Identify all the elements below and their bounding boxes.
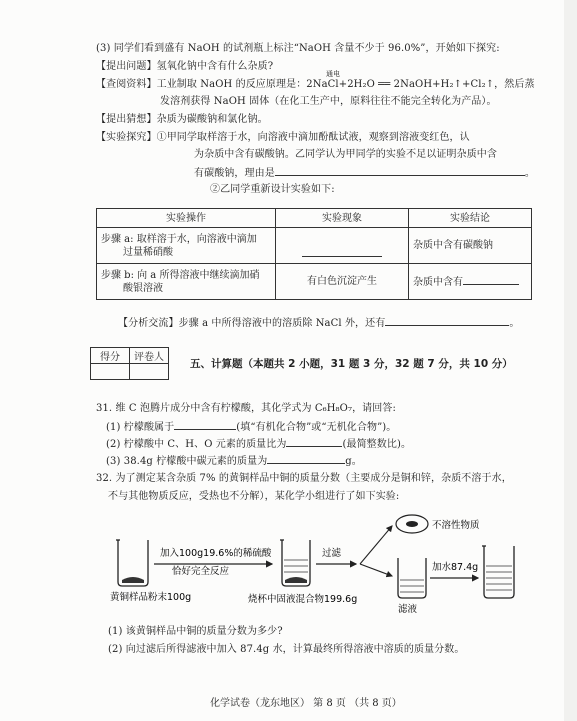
q31-p2-text: (2) 柠檬酸中 C、H、O 元素的质量比为	[106, 439, 287, 450]
analysis-end: 。	[509, 318, 520, 329]
add-acid-label: 加入100g19.6%的稀硫酸	[160, 548, 272, 559]
phenomenon-blank[interactable]	[302, 246, 382, 257]
analysis-text: 【分析交流】步骤 a 中所得溶液中的溶质除 NaCl 外，还有	[118, 318, 386, 329]
table-cell-op	[97, 264, 276, 300]
q31-stem: 31. 维 C 泡腾片成分中含有柠檬酸，其化学式为 C₆H₈O₇，请回答:	[96, 403, 396, 414]
beaker-1-icon	[116, 540, 148, 586]
q3-explore-line2: 为杂质中含有碳酸钠。乙同学认为甲同学的实验不足以证明杂质中含	[194, 149, 497, 160]
q32-stem-line2: 不与其他物质反应，受热也不分解），某化学小组进行了如下实验:	[108, 491, 400, 502]
q3-problem: 【提出问题】氢氧化钠中含有什么杂质?	[96, 61, 274, 72]
table-header: 实验现象	[276, 209, 409, 228]
insoluble-label: 不溶性物质	[432, 520, 480, 531]
q31-part3	[106, 453, 362, 468]
q31-part2	[106, 436, 411, 451]
q3-explore-reason: 有碳酸钠，理由是	[194, 168, 275, 179]
table-cell-op	[97, 228, 276, 264]
sample-label: 黄铜样品粉末100g	[110, 592, 192, 603]
table-cell-concl	[409, 264, 532, 300]
beaker-4-icon	[482, 546, 514, 598]
q3-guess: 【提出猜想】杂质为碳酸钠和氯化钠。	[96, 114, 268, 125]
beaker-2-icon	[280, 540, 310, 586]
q3-explore-line1: 【实验探究】①甲同学取样溶于水，向溶液中滴加酚酞试液，观察到溶液变红色，认	[96, 132, 470, 143]
scan-edge	[564, 0, 577, 721]
table-cell-phen	[276, 228, 409, 264]
q31-blank-1[interactable]	[174, 419, 236, 430]
add-water-label: 加水87.4g	[432, 562, 479, 573]
op-line: 过量稀硝酸	[123, 246, 173, 258]
q31-p3-text: (3) 38.4g 柠檬酸中碳元素的质量为	[106, 456, 268, 467]
q3-explore-line3	[194, 165, 535, 180]
q3-intro: (3) 同学们看到盛有 NaOH 的试剂瓶上标注“NaOH 含量不少于 96.0%”，开始如下探究:	[96, 43, 500, 54]
branch-up-arrow-icon	[360, 526, 392, 564]
q31-p3-end: g。	[345, 456, 362, 467]
experiment-table	[96, 208, 532, 300]
table-cell-concl: 杂质中含有碳酸钠	[409, 228, 532, 264]
score-label: 得分	[91, 348, 130, 364]
watch-glass-icon	[396, 515, 428, 533]
q3-explore-line4: ②乙同学重新设计实验如下:	[210, 184, 335, 195]
page-footer: 化学试卷（龙东地区） 第 8 页 （共 8 页）	[210, 698, 402, 709]
reviewer-cell[interactable]	[130, 364, 169, 380]
experiment-diagram	[110, 510, 540, 615]
q31-p1-text: (1) 柠檬酸属于	[106, 422, 175, 433]
q3-info-line2: 发溶剂获得 NaOH 固体（在化工生产中，原料往往不能完全转化为产品）。	[160, 96, 497, 107]
q31-part1	[106, 419, 396, 434]
q3-analysis	[118, 315, 519, 330]
mixture-label: 烧杯中固液混合物199.6g	[248, 594, 358, 605]
q31-blank-3[interactable]	[267, 453, 345, 464]
table-cell-phen: 有白色沉淀产生	[276, 264, 409, 300]
q32-part1: (1) 该黄铜样品中铜的质量分数为多少?	[108, 626, 283, 637]
reaction-condition: 通电	[326, 70, 341, 78]
q32-part2: (2) 向过滤后所得滤液中加入 87.4g 水，计算最终所得溶液中溶质的质量分数。	[108, 644, 465, 655]
q31-p2-end: (最简整数比)。	[342, 439, 412, 450]
beaker-3-icon	[398, 558, 426, 598]
section-5-title: 五、计算题（本题共 2 小题，31 题 3 分，32 题 7 分，共 10 分）	[190, 358, 513, 370]
reason-blank[interactable]	[275, 165, 525, 176]
table-row	[97, 228, 532, 264]
conclusion-blank[interactable]	[463, 274, 519, 285]
q31-blank-2[interactable]	[286, 436, 342, 447]
analysis-blank[interactable]	[385, 315, 509, 326]
q31-p1-end: (填“有机化合物”或“无机化合物”)。	[236, 422, 397, 433]
q3-info-text: 【查阅资料】工业制取 NaOH 的反应原理是：2NaCl+2H₂O ══ 2NaOH+H₂↑+Cl₂↑，然后蒸	[96, 79, 535, 90]
filtrate-label: 滤液	[398, 604, 418, 615]
reviewer-label: 评卷人	[130, 348, 169, 364]
table-header-row	[97, 209, 532, 228]
op-line: 步骤 b: 向 a 所得溶液中继续滴加硝	[101, 269, 260, 281]
complete-reaction-label: 恰好完全反应	[172, 566, 230, 577]
table-header: 实验操作	[97, 209, 276, 228]
concl-text: 杂质中含有	[413, 277, 463, 288]
q32-stem-line1: 32. 为了测定某含杂质 7% 的黄铜样品中铜的质量分数（主要成分是铜和锌，杂质不溶于水，	[96, 473, 512, 484]
branch-down-arrow-icon	[360, 564, 392, 576]
score-box	[90, 347, 169, 380]
op-line: 步骤 a: 取样溶于水，向溶液中滴加	[101, 233, 257, 245]
q3-explore-end: 。	[524, 168, 535, 179]
table-header: 实验结论	[409, 209, 532, 228]
op-line: 酸银溶液	[123, 282, 163, 294]
q3-info-line1	[96, 78, 535, 91]
score-cell[interactable]	[91, 364, 130, 380]
filter-label: 过滤	[322, 548, 342, 559]
table-row	[97, 264, 532, 300]
